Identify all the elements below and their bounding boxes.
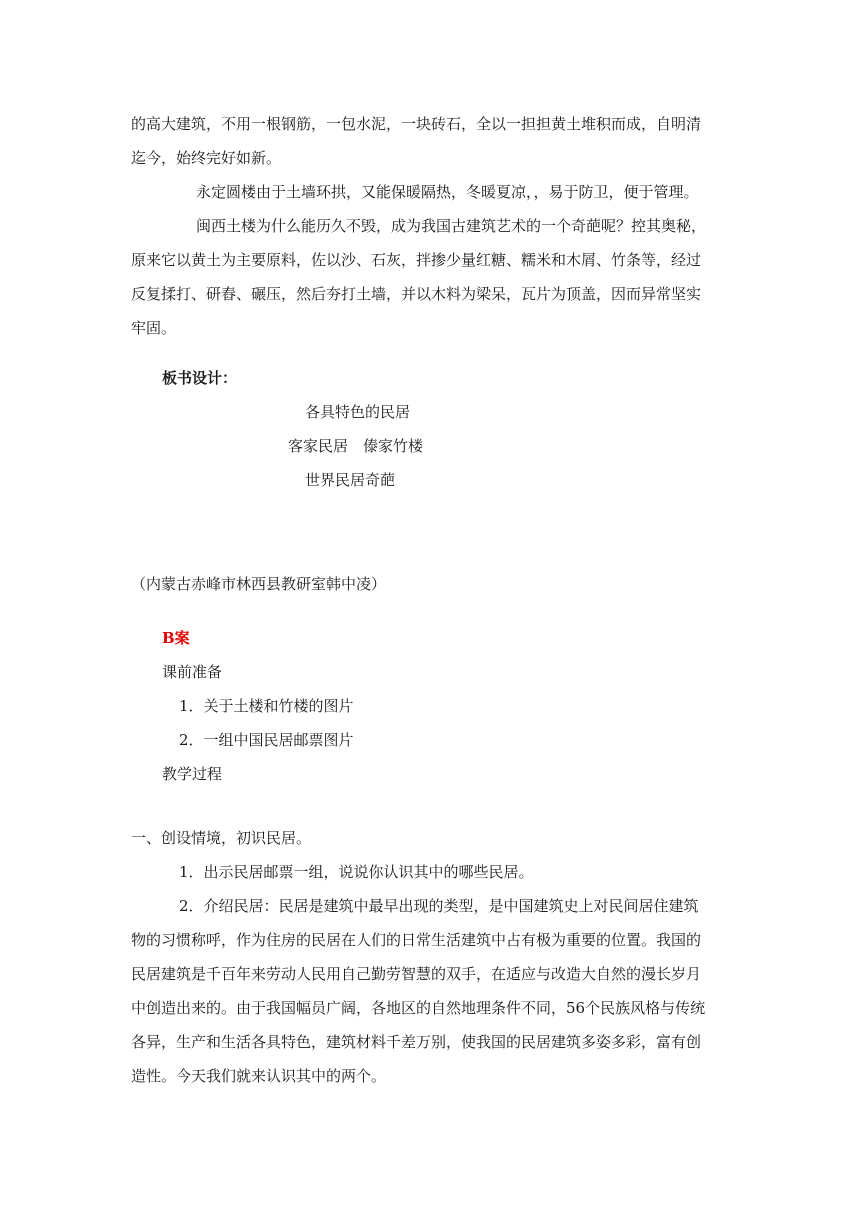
- paragraph-3-line-1: 闽西土楼为什么能历久不毁，成为我国古建筑艺术的一个奇葩呢？控其奥秘，: [196, 217, 707, 235]
- section-b-heading: B案: [162, 629, 190, 647]
- paragraph-1-line-1: 的高大建筑，不用一根钢筋，一包水泥，一块砖石，全以一担担黄土堆积而成，自明清: [131, 115, 702, 133]
- step-1-item-2-line-6: 造性。今天我们就来认识其中的两个。: [131, 1067, 387, 1085]
- prep-title: 课前准备: [162, 663, 223, 681]
- step-1-item-2-line-4: 中创造出来的。由于我国幅员广阔，各地区的自然地理条件不同，56个民族风格与传统: [131, 999, 706, 1017]
- paragraph-1-line-2: 迄今，始终完好如新。: [131, 149, 282, 167]
- paragraph-3-line-2: 原来它以黄土为主要原料，佐以沙、石灰，拌掺少量红糖、糯米和木屑、竹条等，经过: [131, 251, 702, 269]
- board-design-line-2: 客家民居 傣家竹楼: [288, 437, 424, 455]
- step-1-item-1: 1．出示民居邮票一组，说说你认识其中的哪些民居。: [179, 863, 534, 881]
- board-design-heading: 板书设计：: [162, 369, 238, 387]
- step-1-item-2-line-5: 各异，生产和生活各具特色，建筑材料千差万别，使我国的民居建筑多姿多彩，富有创: [131, 1033, 702, 1051]
- paragraph-3-line-4: 牢固。: [131, 319, 177, 337]
- paragraph-3-line-3: 反复揉打、研舂、碾压，然后夯打土墙，并以木料为梁呆，瓦片为顶盖，因而异常坚实: [131, 285, 702, 303]
- step-1-title: 一、创设情境，初识民居。: [131, 829, 312, 847]
- step-1-item-2-line-1: 2．介绍民居：民居是建筑中最早出现的类型，是中国建筑史上对民间居住建筑: [179, 897, 699, 915]
- board-design-line-3: 世界民居奇葩: [305, 471, 396, 489]
- process-title: 教学过程: [162, 765, 223, 783]
- step-1-item-2-line-2: 物的习惯称呼，作为住房的民居在人们的日常生活建筑中占有极为重要的位置。我国的: [131, 931, 702, 949]
- step-1-item-2-line-3: 民居建筑是千百年来劳动人民用自己勤劳智慧的双手，在适应与改造大自然的漫长岁月: [131, 965, 702, 983]
- board-design-line-1: 各具特色的民居: [305, 403, 411, 421]
- prep-item-2: 2．一组中国民居邮票图片: [179, 731, 354, 749]
- paragraph-2: 永定圆楼由于土墙环拱，又能保暖隔热，冬暖夏凉，，易于防卫，便于管理。: [196, 183, 699, 201]
- author-attribution: （内蒙古赤峰市林西县教研室韩中凌）: [131, 575, 387, 593]
- prep-item-1: 1．关于土楼和竹楼的图片: [179, 697, 354, 715]
